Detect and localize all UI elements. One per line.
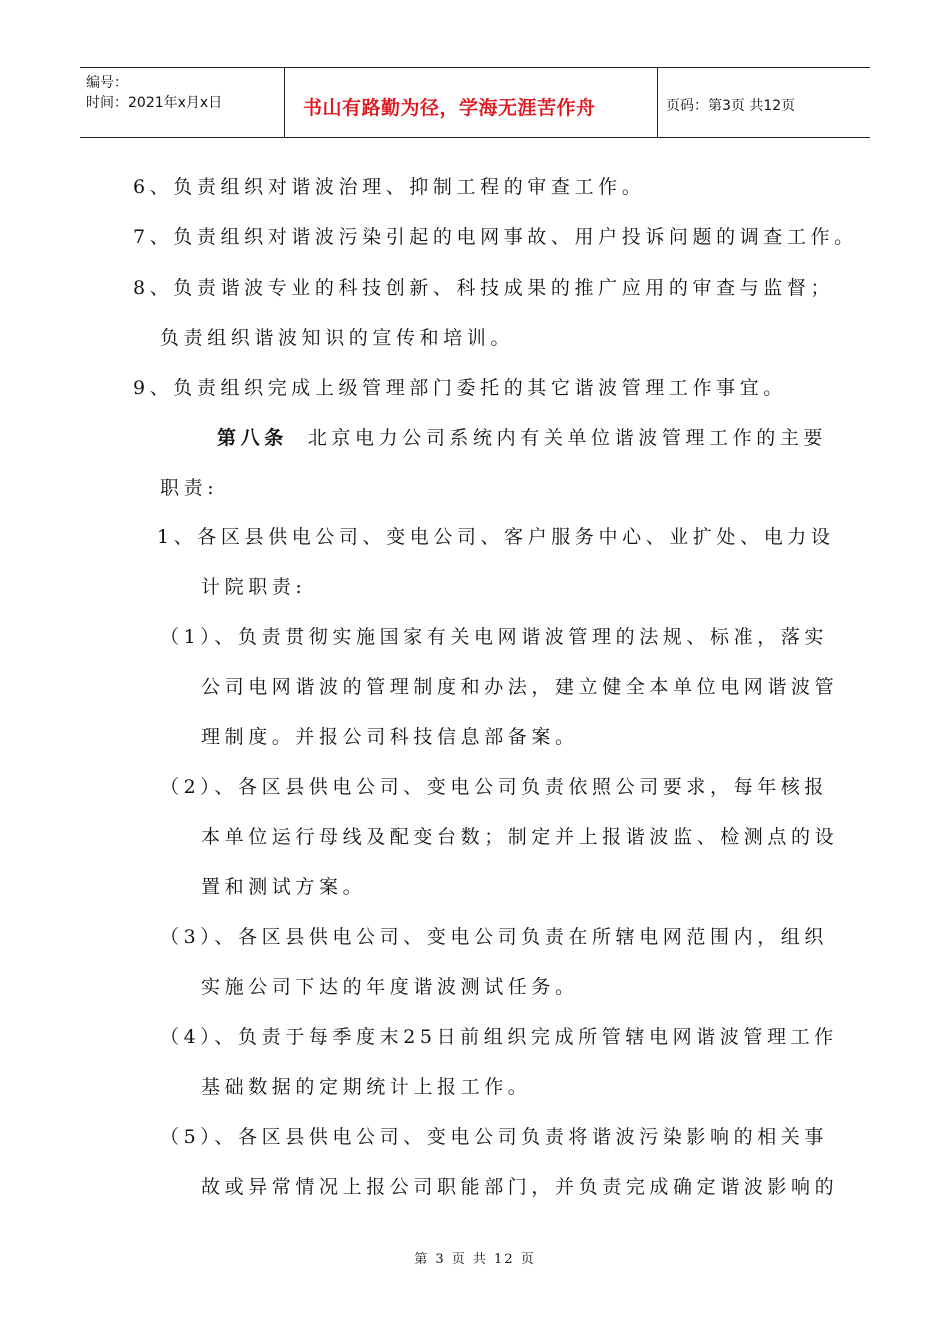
body-line: 负责组织谐波知识的宣传和培训。	[160, 327, 515, 349]
header-date: 时间：2021年x月x日	[86, 95, 223, 111]
header-page-cell	[658, 68, 870, 137]
article-title: 北京电力公司系统内有关单位谐波管理工作的主要	[307, 427, 828, 449]
body-line: （5）、各区县供电公司、变电公司负责将谐波污染影响的相关事	[160, 1126, 828, 1148]
body-line: 置和测试方案。	[201, 876, 367, 898]
body-line: 本单位运行母线及配变台数；制定并上报谐波监、检测点的设	[201, 826, 839, 848]
page-footer: 第 3 页 共 12 页	[414, 1252, 536, 1267]
body-line: 计院职责:	[201, 576, 307, 598]
body-line: 理制度。并报公司科技信息部备案。	[201, 726, 579, 748]
body-line: （2）、各区县供电公司、变电公司负责依照公司要求，每年核报	[160, 776, 828, 798]
body-line: （4）、负责于每季度末25日前组织完成所管辖电网谐波管理工作	[160, 1026, 838, 1048]
header-page-info: 页码：第3页 共12页	[666, 98, 796, 114]
body-line: 实施公司下达的年度谐波测试任务。	[201, 976, 579, 998]
page-header	[80, 67, 870, 138]
body-line: 故或异常情况上报公司职能部门，并负责完成确定谐波影响的	[201, 1176, 839, 1198]
body-line: 1、各区县供电公司、变电公司、客户服务中心、业扩处、电力设	[157, 526, 835, 548]
body-line: 7、负责组织对谐波污染引起的电网事故、用户投诉问题的调查工作。	[133, 226, 858, 248]
header-meta	[80, 68, 285, 137]
body-line: 公司电网谐波的管理制度和办法，建立健全本单位电网谐波管	[201, 676, 839, 698]
body-line: （1）、负责贯彻实施国家有关电网谐波管理的法规、标准，落实	[160, 626, 828, 648]
body-line: （3）、各区县供电公司、变电公司负责在所辖电网范围内，组织	[160, 926, 828, 948]
header-number: 编号：	[86, 75, 128, 91]
header-motto: 书山有路勤为径，学海无涯苦作舟	[303, 97, 596, 119]
body-line: 职责:	[160, 477, 219, 499]
article-label: 第八条	[217, 427, 288, 449]
header-motto-cell	[285, 68, 658, 137]
article-heading	[217, 423, 827, 450]
body-line: 6、负责组织对谐波治理、抑制工程的审查工作。	[133, 176, 646, 198]
body-line: 8、负责谐波专业的科技创新、科技成果的推广应用的审查与监督；	[133, 277, 835, 299]
body-line: 基础数据的定期统计上报工作。	[201, 1076, 532, 1098]
body-line: 9、负责组织完成上级管理部门委托的其它谐波管理工作事宜。	[133, 377, 787, 399]
